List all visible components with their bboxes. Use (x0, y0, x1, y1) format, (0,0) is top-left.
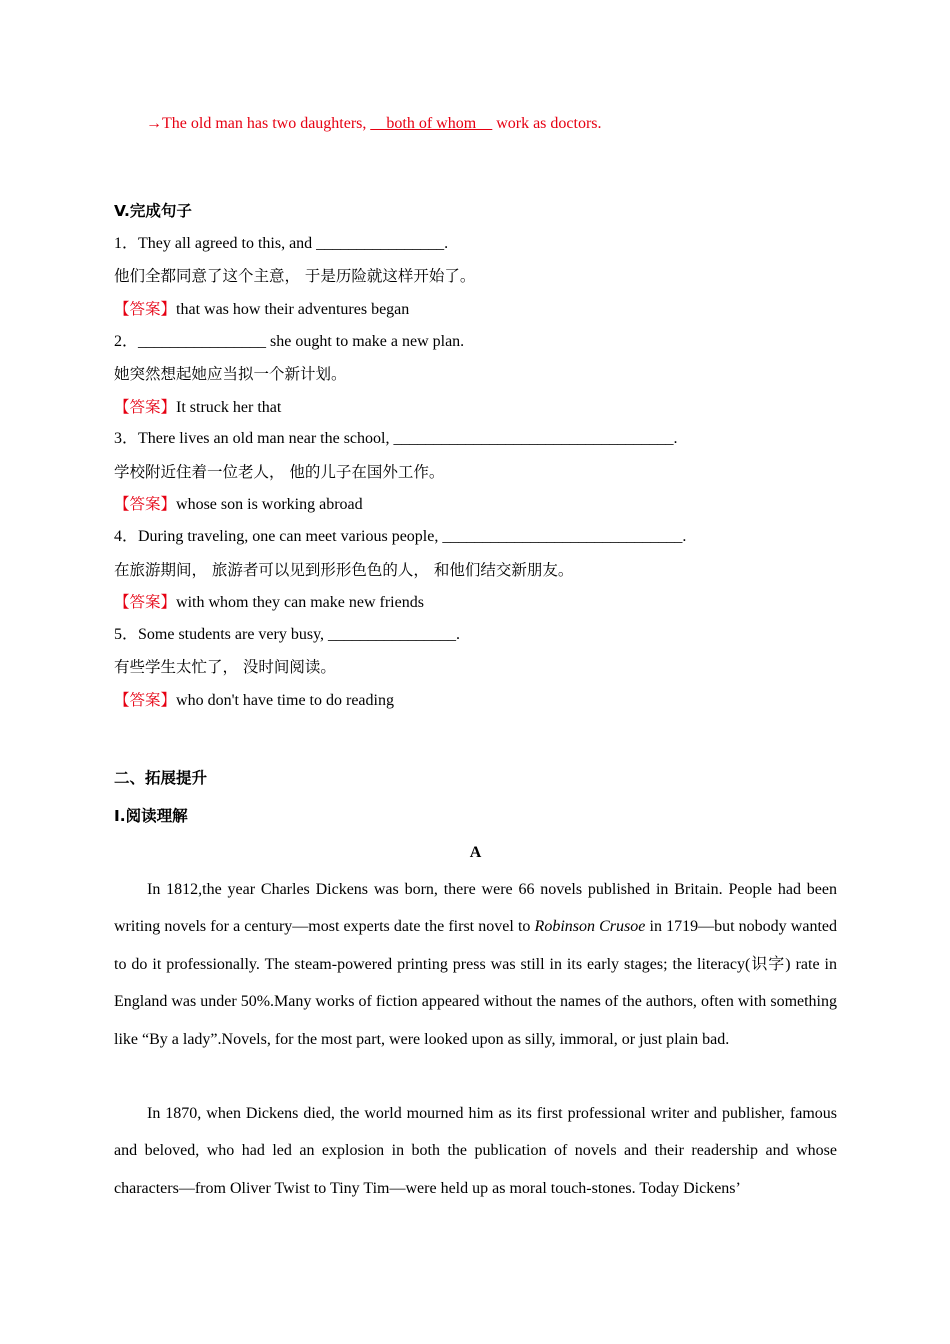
section-title: V.完成句子 (114, 202, 192, 220)
question-5: 5．Some students are very busy, ________________. (114, 626, 461, 643)
sub-title: I.阅读理解 (114, 807, 188, 825)
translation-1: 他们全都同意了这个主意， 于是历险就这样开始了。 (114, 267, 476, 285)
question-2: 2．________________ she ought to make a new plan. (114, 333, 465, 350)
part-title: 二、拓展提升 (114, 769, 208, 787)
example-sentence: →The old man has two daughters, __both of whom__ work as doctors. (146, 115, 602, 132)
question-1: 1．They all agreed to this, and ________________. (114, 235, 449, 252)
answer-4: 【答案】with whom they can make new friends (114, 593, 424, 611)
translation-3: 学校附近住着一位老人， 他的儿子在国外工作。 (114, 463, 445, 481)
answer-5: 【答案】who don't have time to do reading (114, 691, 394, 709)
answer-3: 【答案】whose son is working abroad (114, 495, 363, 513)
passage-paragraph-1: In 1812,the year Charles Dickens was born, there were 66 novels published in Britain. People had been writing novels for a century—most experts date the first novel to Robinson Crusoe in 1719—but nobody wanted to do it professionally. The steam-powered printing press was still in its early stages; the literacy(识字) rate in England was under 50%.Many works of fiction appeared without the names of the authors, often with something like “By a lady”.Novels, for the most part, were looked upon as silly, immoral, or just plain bad. (114, 881, 838, 1048)
translation-4: 在旅游期间， 旅游者可以见到形形色色的人， 和他们结交新朋友。 (114, 561, 574, 579)
passage-paragraph-2: In 1870, when Dickens died, the world mourned him as its first professional writer and publisher, famous and beloved, who had led an explosion in both the publication of novels and their readership and whose characters—from Oliver Twist to Tiny Tim—were held up as moral touch-stones. Today Dickens’ (114, 1105, 837, 1197)
question-3: 3．There lives an old man near the school, ___________________________________. (114, 430, 678, 447)
translation-2: 她突然想起她应当拟一个新计划。 (114, 365, 347, 383)
answer-1: 【答案】that was how their adventures began (114, 300, 410, 318)
passage-label: A (469, 844, 482, 861)
translation-5: 有些学生太忙了， 没时间阅读。 (114, 658, 336, 676)
filled-blank: __both of whom__ (370, 115, 493, 132)
question-4: 4．During traveling, one can meet various people, ______________________________. (114, 528, 687, 545)
arrow-glyph: → (146, 115, 162, 132)
answer-2: 【答案】It struck her that (114, 398, 282, 416)
